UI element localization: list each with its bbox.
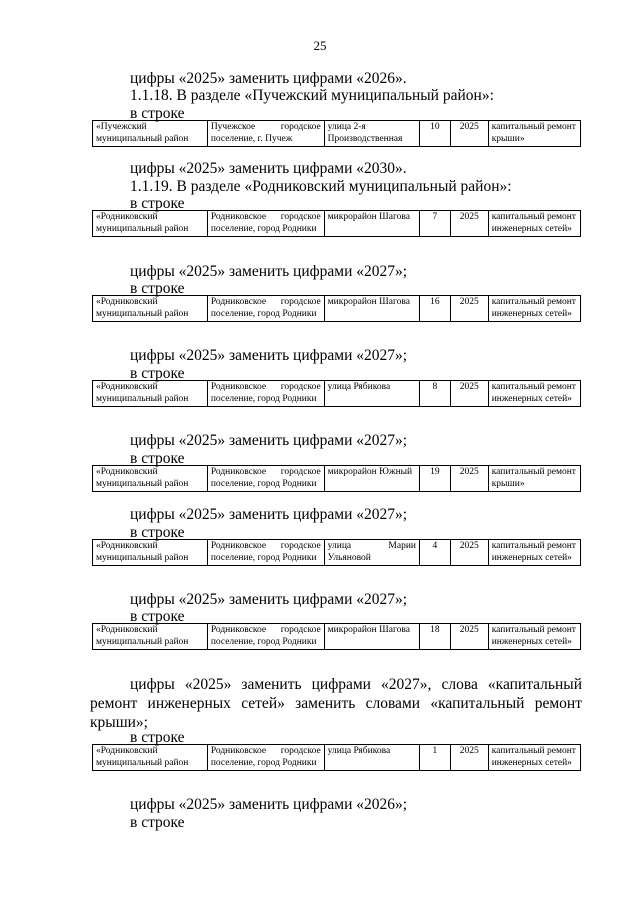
house-number-cell: 4 (420, 540, 451, 566)
year-cell: 2025 (450, 466, 488, 492)
housing-row-table (92, 465, 581, 492)
housing-row-table (92, 623, 581, 650)
instruction-line: цифры «2025» заменить цифрами «2026»; (130, 796, 408, 813)
house-number-cell: 18 (420, 624, 451, 650)
district-cell: «Родниковский муниципальный район (93, 381, 208, 407)
settlement-cell: Родниковское городское поселение, город Родники (207, 211, 324, 237)
settlement-cell: Родниковское городское поселение, город Родники (207, 381, 324, 407)
instruction-line: в строке (130, 524, 185, 541)
instruction-line: в строке (130, 814, 185, 831)
instruction-line: цифры «2025» заменить цифрами «2027»; (130, 432, 408, 449)
street-cell: улица 2-я Производственная (324, 121, 419, 147)
settlement-cell: Родниковское городское поселение, город Родники (207, 296, 324, 322)
work-type-cell: капитальный ремонт крыши» (488, 121, 580, 147)
house-number-cell: 8 (420, 381, 451, 407)
instruction-line: в строке (130, 280, 185, 297)
street-cell: микрорайон Шагова (324, 296, 419, 322)
table-row (93, 466, 581, 492)
settlement-cell: Родниковское городское поселение, город Родники (207, 745, 324, 771)
house-number-cell: 19 (420, 466, 451, 492)
housing-row-table (92, 539, 581, 566)
paragraph-line: цифры «2025» заменить цифрами «2027», слова «капитальный (130, 676, 582, 693)
table-row (93, 211, 581, 237)
table-row (93, 296, 581, 322)
district-cell: «Пучежский муниципальный район (93, 121, 208, 147)
work-type-cell: капитальный ремонт крыши» (488, 466, 580, 492)
year-cell: 2025 (450, 745, 488, 771)
settlement-cell: Родниковское городское поселение, город Родники (207, 466, 324, 492)
instruction-line: цифры «2025» заменить цифрами «2026». (130, 70, 407, 87)
district-cell: «Родниковский муниципальный район (93, 296, 208, 322)
district-cell: «Родниковский муниципальный район (93, 745, 208, 771)
street-cell: микрорайон Шагова (324, 624, 419, 650)
page-number: 25 (313, 38, 327, 53)
house-number-cell: 7 (420, 211, 451, 237)
instruction-line: цифры «2025» заменить цифрами «2027»; (130, 347, 408, 364)
housing-row-table (92, 210, 581, 237)
table-row (93, 624, 581, 650)
year-cell: 2025 (450, 381, 488, 407)
replacement-paragraph (90, 675, 582, 732)
instruction-line: в строке (130, 105, 185, 122)
instruction-line: цифры «2025» заменить цифрами «2027»; (130, 591, 408, 608)
instruction-line: в строке (130, 450, 185, 467)
year-cell: 2025 (450, 624, 488, 650)
table-row (93, 745, 581, 771)
paragraph-line: ремонт инженерных сетей» заменить словами «капитальный ремонт (90, 695, 582, 712)
settlement-cell: Родниковское городское поселение, город Родники (207, 624, 324, 650)
table-row (93, 381, 581, 407)
street-cell: улица Рябикова (324, 381, 419, 407)
street-cell: улица Рябикова (324, 745, 419, 771)
instruction-line: цифры «2025» заменить цифрами «2030». (130, 160, 407, 177)
work-type-cell: капитальный ремонт инженерных сетей» (488, 540, 580, 566)
housing-row-table (92, 744, 581, 771)
work-type-cell: капитальный ремонт инженерных сетей» (488, 381, 580, 407)
section-heading: 1.1.19. В разделе «Родниковский муниципальный район»: (130, 178, 512, 195)
housing-row-table (92, 120, 581, 147)
street-cell: микрорайон Южный (324, 466, 419, 492)
housing-row-table (92, 380, 581, 407)
instruction-line: цифры «2025» заменить цифрами «2027»; (130, 263, 408, 280)
year-cell: 2025 (450, 121, 488, 147)
year-cell: 2025 (450, 211, 488, 237)
work-type-cell: капитальный ремонт инженерных сетей» (488, 624, 580, 650)
work-type-cell: капитальный ремонт инженерных сетей» (488, 745, 580, 771)
district-cell: «Родниковский муниципальный район (93, 466, 208, 492)
instruction-line: в строке (130, 608, 185, 625)
paragraph-line: крыши»; (90, 714, 148, 731)
year-cell: 2025 (450, 540, 488, 566)
settlement-cell: Родниковское городское поселение, город Родники (207, 540, 324, 566)
instruction-line: цифры «2025» заменить цифрами «2027»; (130, 506, 408, 523)
table-row (93, 540, 581, 566)
work-type-cell: капитальный ремонт инженерных сетей» (488, 211, 580, 237)
housing-row-table (92, 295, 581, 322)
district-cell: «Родниковский муниципальный район (93, 624, 208, 650)
year-cell: 2025 (450, 296, 488, 322)
instruction-line: в строке (130, 365, 185, 382)
instruction-line: в строке (130, 195, 185, 212)
house-number-cell: 1 (420, 745, 451, 771)
street-cell: микрорайон Шагова (324, 211, 419, 237)
instruction-line: в строке (130, 729, 185, 746)
house-number-cell: 16 (420, 296, 451, 322)
district-cell: «Родниковский муниципальный район (93, 211, 208, 237)
table-row (93, 121, 581, 147)
street-cell: улица Марии Ульяновой (324, 540, 419, 566)
work-type-cell: капитальный ремонт инженерных сетей» (488, 296, 580, 322)
district-cell: «Родниковский муниципальный район (93, 540, 208, 566)
house-number-cell: 10 (420, 121, 451, 147)
section-heading: 1.1.18. В разделе «Пучежский муниципальный район»: (130, 87, 494, 104)
settlement-cell: Пучежское городское поселение, г. Пучеж (207, 121, 324, 147)
